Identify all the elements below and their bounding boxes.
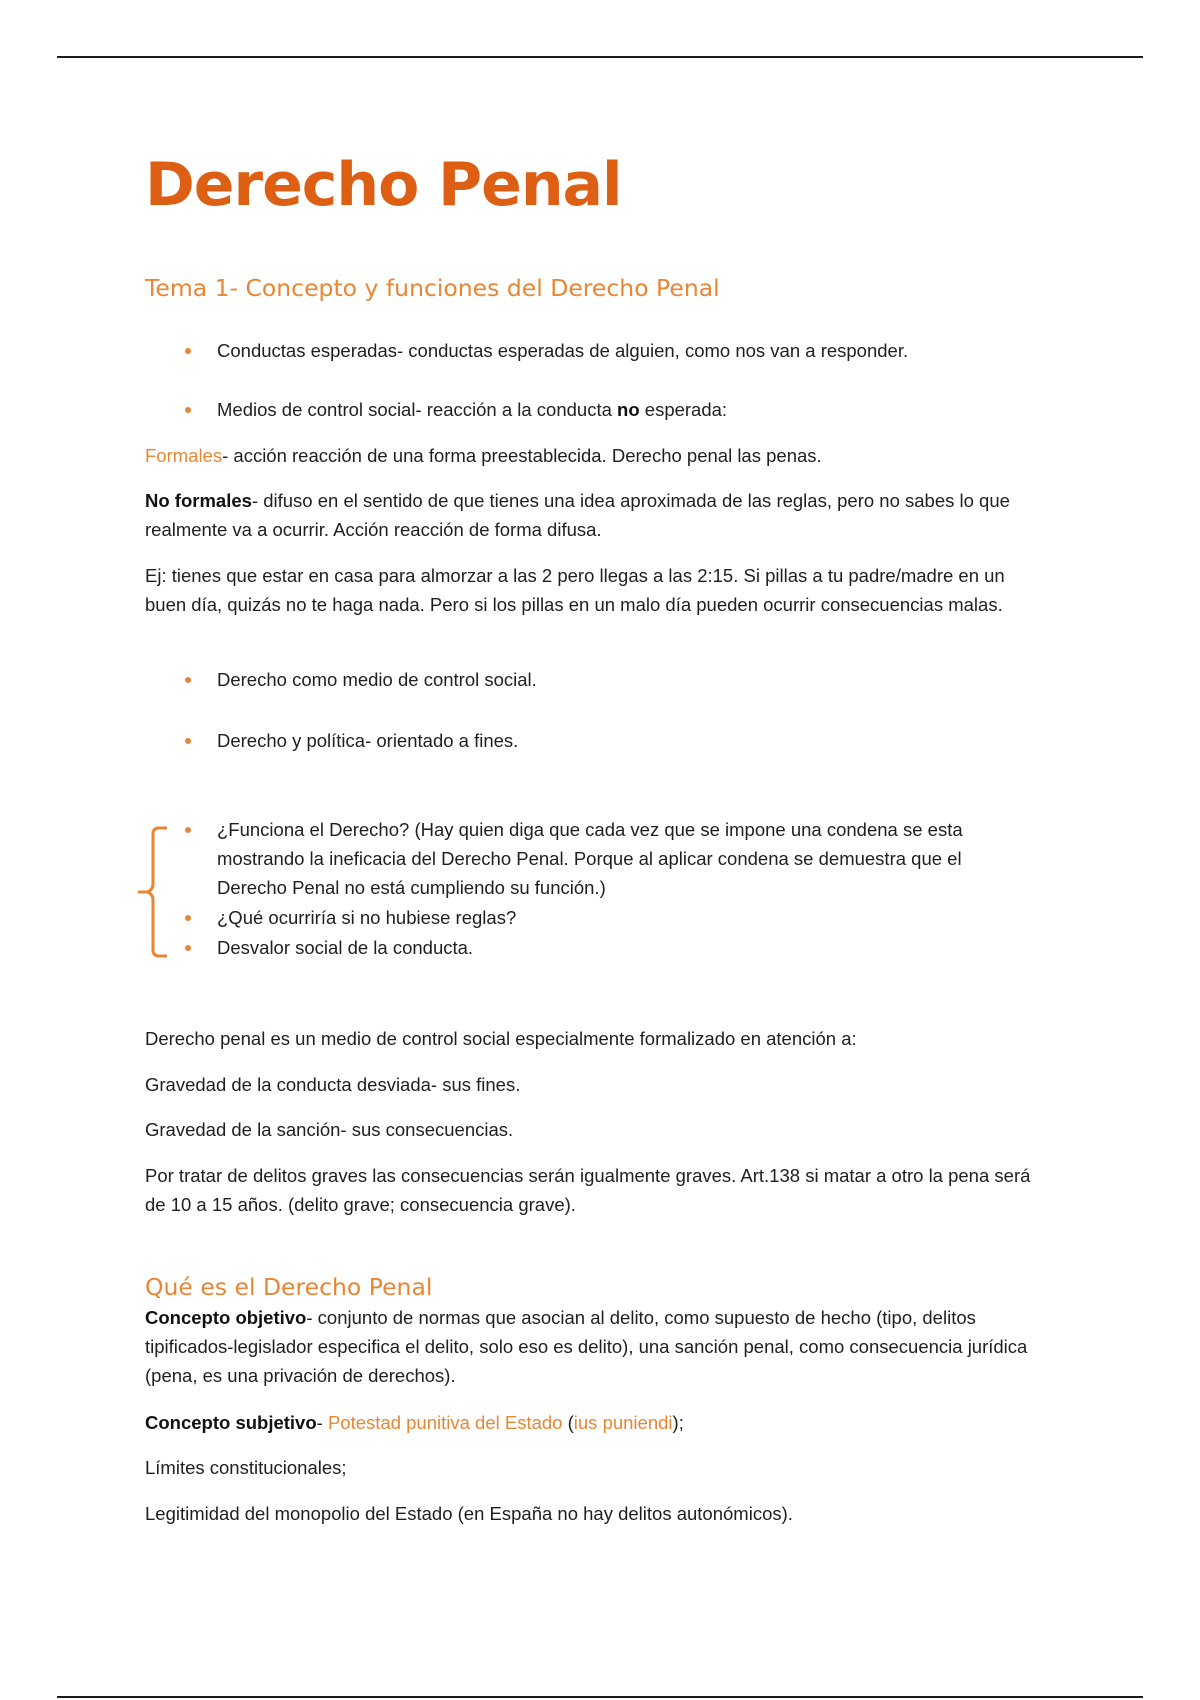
legitimidad-paragraph: Legitimidad del monopolio del Estado (en España no hay delitos autonómicos). (145, 1503, 793, 1524)
paragraph-control-social: Derecho penal es un medio de control social especialmente formalizado en atención a: (145, 1028, 857, 1049)
section-heading-tema-1: Tema 1- Concepto y funciones del Derecho Penal (145, 274, 720, 302)
potestad-punitiva-link: Potestad punitiva del Estado (327, 1412, 563, 1433)
ius-puniendi-link: ius puniendi (573, 1412, 673, 1433)
concepto-objetivo-paragraph: Concepto objetivo- conjunto de normas que asocian al delito, como supuesto de hecho (tipo, delitos tipificados-legislador especifica el delito, solo eso es delito), una sanción penal, como consecuencia jurídica (pena, es una privación de derechos). (145, 1307, 1028, 1386)
bullet-icon (185, 915, 191, 921)
bullet-icon (185, 827, 191, 833)
bullet-icon (185, 407, 191, 413)
example-paragraph: Ej: tienes que estar en casa para almorzar a las 2 pero llegas a las 2:15. Si pillas a tu padre/madre en un buen día, quizás no te haga nada. Pero si los pillas en un malo día pueden ocurrir consecuencias malas. (145, 565, 1005, 615)
paragraph-delitos-graves: Por tratar de delitos graves las consecuencias serán igualmente graves. Art.138 si matar a otro la pena será de 10 a 15 años. (delito grave; consecuencia grave). (145, 1165, 1031, 1215)
bullet-icon (185, 677, 191, 683)
page-title: Derecho Penal (145, 150, 622, 220)
paragraph-gravedad-sancion: Gravedad de la sanción- sus consecuencias. (145, 1119, 514, 1140)
no-formales-paragraph: No formales- difuso en el sentido de que tienes una idea aproximada de las reglas, pero no sabes lo que realmente va a ocurrir. Acción reacción de forma difusa. (145, 490, 1010, 540)
paragraph-gravedad-conducta: Gravedad de la conducta desviada- sus fines. (145, 1074, 521, 1095)
limites-paragraph: Límites constitucionales; (145, 1457, 347, 1478)
top-rule (57, 56, 1143, 58)
bullet-icon (185, 738, 191, 744)
section-heading-que-es: Qué es el Derecho Penal (145, 1273, 433, 1301)
curly-bracket-icon (135, 826, 175, 958)
concepto-subjetivo-paragraph: Concepto subjetivo- Potestad punitiva del Estado (ius puniendi); (145, 1412, 684, 1433)
bullet-icon (185, 348, 191, 354)
bullet-icon (185, 945, 191, 951)
bottom-rule (57, 1696, 1143, 1698)
formales-paragraph: Formales- acción reacción de una forma preestablecida. Derecho penal las penas. (145, 445, 822, 466)
